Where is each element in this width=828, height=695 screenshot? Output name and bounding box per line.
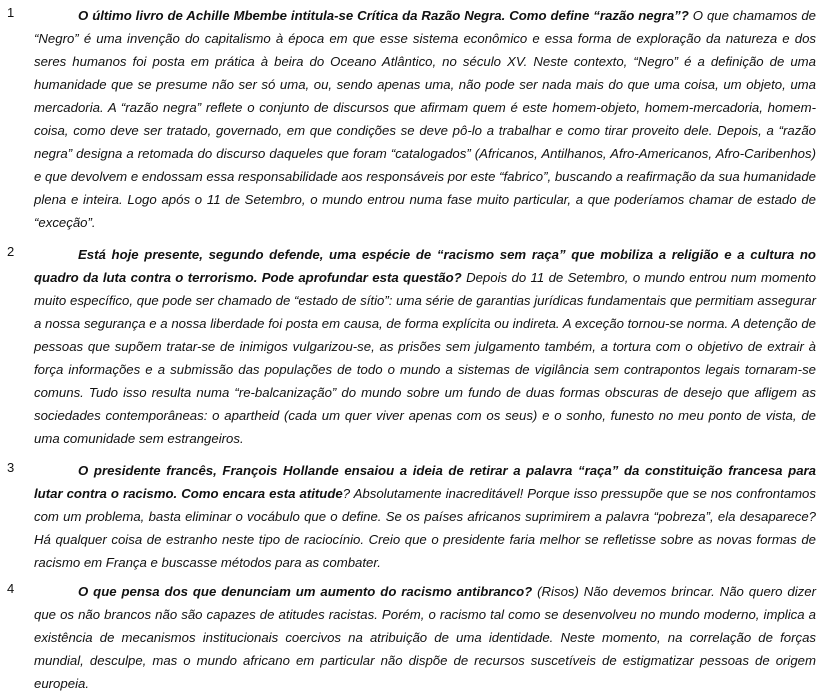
question-text: O último livro de Achille Mbembe intitula-se Crítica da Razão Negra. Como define “razão negra”? [78, 8, 689, 23]
paragraph-4 [0, 580, 828, 695]
paragraph-2 [0, 243, 828, 450]
answer-text: O que chamamos de “Negro” é uma invenção do capitalismo à época em que esse sistema econômico e essa forma de exploração da natureza e dos seres humanos foi posta em prática à beira do Oceano Atlântico, no século XV. Neste contexto, “Negro” é a definição de uma humanidade que se presume não ser só uma, ou, sendo apenas uma, não pode ser nada mais do que uma coisa, um objeto, uma mercadoria. A “razão negra” reflete o conjunto de discursos que afirmam quem é este homem-objeto, homem-mercadoria, homem-coisa, como deve ser tratado, governado, em que condições se deve pô-lo a trabalhar e como tirar proveito dele. Depois, a “razão negra” designa a retomada do discurso daqueles que foram “catalogados” (Africanos, Antilhanos, Afro-Americanos, Afro-Caribenhos) e que devolvem e endossam essa responsabilidade aos responsáveis por este “fabrico”, buscando a reafirmação da sua humanidade plena e inteira. Logo após o 11 de Setembro, o mundo entrou numa fase muito particular, a que poderíamos chamar de estado de “exceção”. [34, 8, 816, 230]
paragraph-text [34, 459, 816, 574]
question-text: O presidente francês, François Hollande ensaiou a ideia de retirar a palavra “raça” da constituição francesa para lutar contra o racismo. Como encara esta atitude [34, 463, 816, 501]
paragraph-number: 4 [7, 581, 15, 596]
paragraph-1 [0, 4, 828, 234]
question-text: Está hoje presente, segundo defende, uma espécie de “racismo sem raça” que mobiliza a religião e a cultura no quadro da luta contra o terrorismo. Pode aprofundar esta questão? [34, 247, 816, 285]
paragraph-text [34, 4, 816, 234]
paragraph-text [34, 580, 816, 695]
paragraph-text [34, 243, 816, 450]
paragraph-number: 3 [7, 460, 15, 475]
paragraph-3 [0, 459, 828, 574]
answer-text: ? Absolutamente inacreditável! Porque isso pressupõe que se nos confrontamos com um problema, basta eliminar o vocábulo que o define. Se os países africanos suprimirem a palavra “pobreza”, ela desaparece? Há qualquer coisa de estranho neste tipo de raciocínio. Creio que o presidente faria melhor se refletisse sobre as novas formas de racismo em França e buscasse métodos para as combater. [34, 486, 816, 570]
paragraph-number: 1 [7, 5, 15, 20]
question-text: O que pensa dos que denunciam um aumento do racismo antibranco? [78, 584, 533, 599]
answer-text: Depois do 11 de Setembro, o mundo entrou num momento muito específico, que pode ser chamado de “estado de sítio”: uma série de garantias jurídicas fundamentais que permitiam assegurar a nossa segurança e a nossa liberdade foi posta em causa, de forma explícita ou indireta. A exceção tornou-se norma. A detenção de pessoas que supõem tratar-se de inimigos vulgarizou-se, as prisões sem julgamento também, a tortura com o objetivo de extrair à força informações e a submissão das populações de todo o mundo a sistemas de vigilância sem contrapontos legais tornaram-se comuns. Tudo isso resulta numa “re-balcanização” do mundo sobre um fundo de duas formas obscuras de desejo que afligem as sociedades contemporâneas: o apartheid (cada um quer viver apenas com os seus) e o sonho, funesto no meu ponto de vista, de uma comunidade sem estrangeiros. [34, 270, 816, 446]
answer-text: (Risos) Não devemos brincar. Não quero dizer que os não brancos não são capazes de atitudes racistas. Porém, o racismo tal como se desenvolveu no mundo moderno, implica a existência de mecanismos institucionais coercivos na atribuição de uma identidade. Neste momento, na correlação de forças mundial, desculpe, mas o mundo africano em particular não dispõe de recursos suscetíveis de estigmatizar pessoas de origem europeia. [34, 584, 816, 691]
paragraph-number: 2 [7, 244, 15, 259]
